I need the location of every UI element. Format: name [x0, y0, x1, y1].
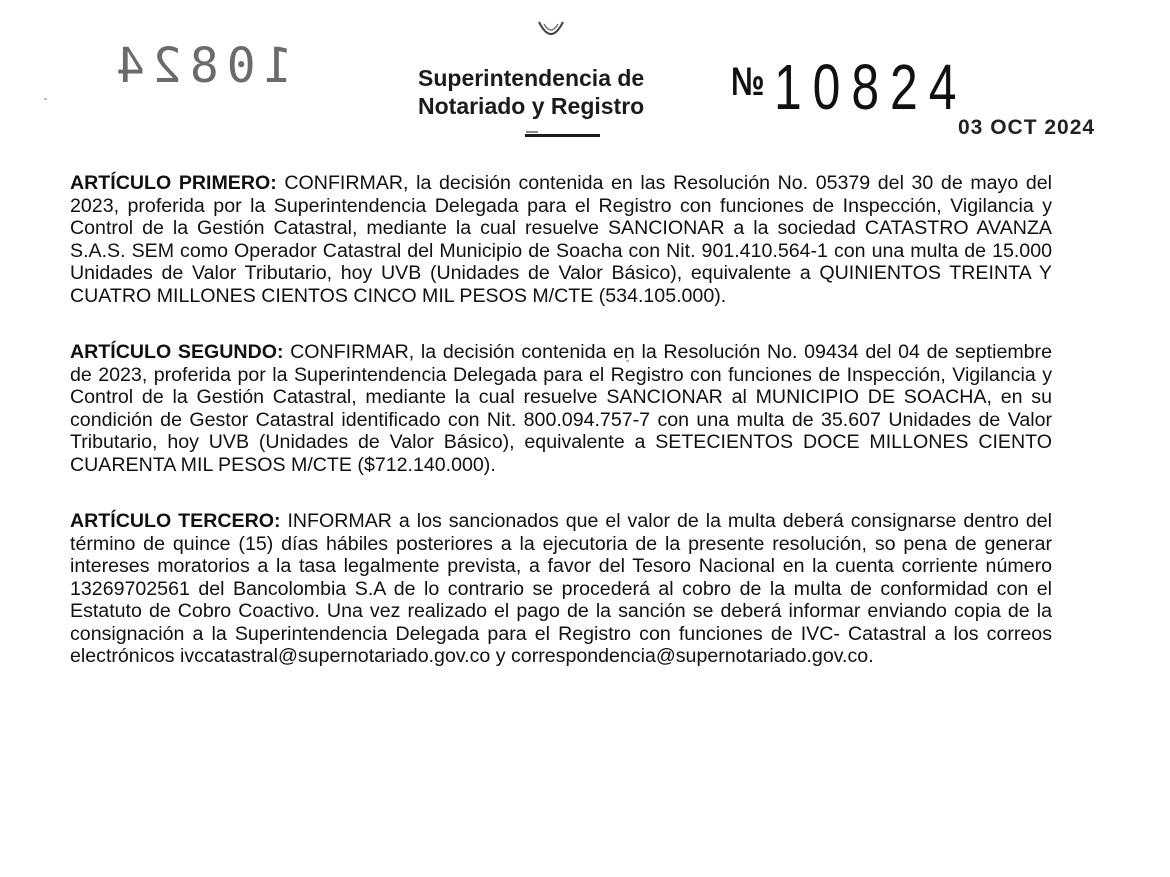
entity-name-line1: Superintendencia de	[418, 65, 645, 91]
stamped-number-mirrored: 10824	[108, 38, 293, 94]
entity-name	[418, 64, 718, 120]
entity-name-line2: Notariado y Registro	[418, 93, 645, 119]
article-text: CONFIRMAR, la decisión contenida en las Resolución No. 05379 del 30 de mayo del 2023, proferida por la Superintendencia Delegada para el Registro con funciones de Inspección, Vigilancia y Control de la Gestión Catastral, mediante la cual resuelve SANCIONAR a la sociedad CATASTRO AVANZA S.A.S. SEM como Operador Catastral del Municipio de Soacha con Nit. 901.410.564-1 con una multa de 15.000 Unidades de Valor Tributario, hoy UVB (Unidades de Valor Básico), equivalente a QUINIENTOS TREINTA Y CUATRO MILLONES CIENTOS CINCO MIL PESOS M/CTE (534.105.000).	[70, 172, 1052, 307]
articles-body	[70, 172, 1052, 702]
resolution-number: 10824	[774, 51, 968, 123]
article-title: ARTÍCULO TERCERO:	[70, 510, 281, 532]
article-tercero	[70, 510, 1052, 668]
entity-divider-accent	[526, 131, 538, 133]
resolution-date: 03 OCT 2024	[958, 116, 1096, 139]
article-title: ARTÍCULO SEGUNDO:	[70, 341, 284, 363]
entity-divider	[525, 134, 600, 137]
coat-of-arms-icon	[536, 20, 566, 42]
article-title: ARTÍCULO PRIMERO:	[70, 172, 277, 194]
resolution-number-prefix: №	[731, 60, 765, 104]
scan-speck	[44, 98, 47, 100]
article-segundo	[70, 341, 1052, 476]
article-primero	[70, 172, 1052, 307]
article-text: INFORMAR a los sancionados que el valor de la multa deberá consignarse dentro del término de quince (15) días hábiles posteriores a la ejecutoria de la presente resolución, so pena de generar intereses moratorios a la tasa legalmente prevista, a favor del Tesoro Nacional en la cuenta corriente número 13269702561 del Bancolombia S.A de lo contrario se procederá al cobro de la multa de conformidad con el Estatuto de Cobro Coactivo. Una vez realizado el pago de la sanción se deberá informar enviando copia de la consignación a la Superintendencia Delegada para el Registro con funciones de IVC- Catastral a los correos electrónicos ivccatastral@supernotariado.gov.co y correspondencia@supernotariado.gov.co.	[70, 510, 1052, 667]
article-text: CONFIRMAR, la decisión contenida en la Resolución No. 09434 del 04 de septiembre de 2023, proferida por la Superintendencia Delegada para el Registro con funciones de Inspección, Vigilancia y Control de la Gestión Catastral, mediante la cual resuelve SANCIONAR al MUNICIPIO DE SOACHA, en su condición de Gestor Catastral identificado con Nit. 800.094.757-7 con una multa de 35.607 Unidades de Valor Tributario, hoy UVB (Unidades de Valor Básico), equivalente a SETECIENTOS DOCE MILLONES CIENTO CUARENTA MIL PESOS M/CTE ($712.140.000).	[70, 341, 1052, 476]
